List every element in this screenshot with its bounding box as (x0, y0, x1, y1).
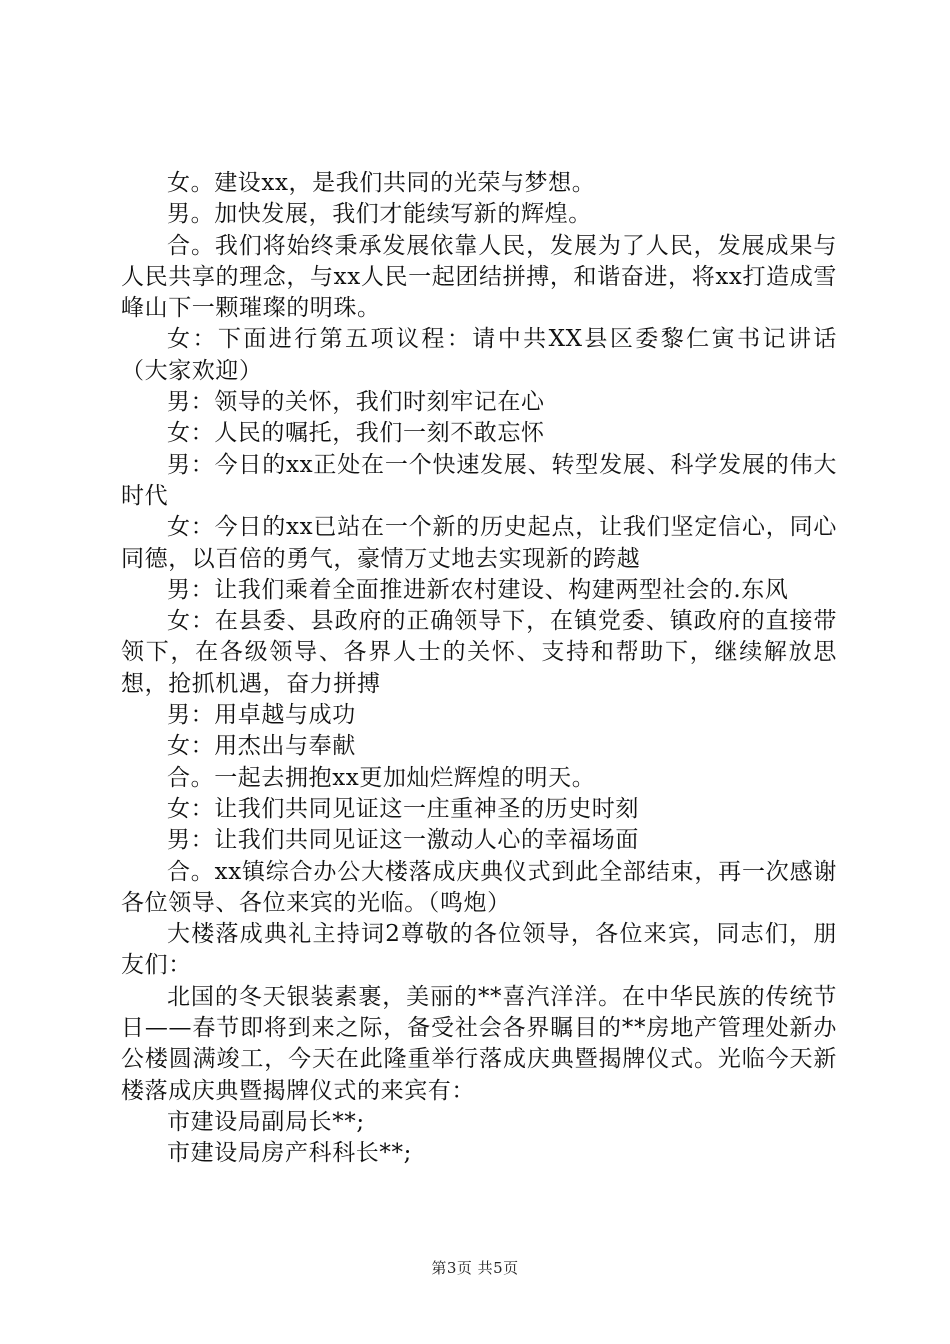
paragraph: 男：用卓越与成功 (167, 702, 356, 729)
document-body (121, 168, 837, 1170)
paragraph: 女：人民的嘱托，我们一刻不敢忘怀 (167, 420, 545, 447)
paragraph: 男：让我们乘着全面推进新农村建设、构建两型社会的.东风 (167, 576, 789, 603)
paragraph: 男：今日的xx正处在一个快速发展、转型发展、科学发展的伟大时代 (121, 451, 837, 509)
paragraph: 北国的冬天银装素裹，美丽的**喜汽洋洋。在中华民族的传统节日——春节即将到来之际，备受社会各界瞩目的**房地产管理处新办公楼圆满竣工，今天在此隆重举行落成庆典暨揭牌仪式。光临今天新楼落成庆典暨揭牌仪式的来宾有： (121, 983, 837, 1104)
paragraph: 合。我们将始终秉承发展依靠人民，发展为了人民，发展成果与人民共享的理念，与xx人民一起团结拼搏，和谐奋进，将xx打造成雪峰山下一颗璀璨的明珠。 (121, 232, 837, 322)
paragraph: 市建设局房产科科长**; (167, 1140, 412, 1167)
paragraph: 女。建设xx，是我们共同的光荣与梦想。 (167, 170, 596, 196)
paragraph: 大楼落成典礼主持词2尊敬的各位领导，各位来宾，同志们，朋友们： (121, 921, 837, 979)
page-footer (0, 1258, 950, 1278)
paragraph: 女：让我们共同见证这一庄重神圣的历史时刻 (167, 795, 639, 822)
paragraph: 男：让我们共同见证这一激动人心的幸福场面 (167, 827, 639, 854)
paragraph: 男：领导的关怀，我们时刻牢记在心 (167, 389, 545, 416)
page-number: 第3页 共5页 (431, 1259, 519, 1277)
paragraph: 合。一起去拥抱xx更加灿烂辉煌的明天。 (167, 764, 596, 791)
paragraph: 女：用杰出与奉献 (167, 733, 356, 760)
paragraph: 合。xx镇综合办公大楼落成庆典仪式到此全部结束，再一次感谢各位领导、各位来宾的光临。（鸣炮） (121, 858, 837, 916)
paragraph: 女：今日的xx已站在一个新的历史起点，让我们坚定信心，同心同德，以百倍的勇气，豪情万丈地去实现新的跨越 (121, 514, 837, 572)
paragraph: 市建设局副局长**; (167, 1108, 365, 1135)
paragraph: 女：在县委、县政府的正确领导下，在镇党委、镇政府的直接带领下，在各级领导、各界人士的关怀、支持和帮助下，继续解放思想，抢抓机遇，奋力拼搏 (121, 608, 837, 697)
paragraph: 男。加快发展，我们才能续写新的辉煌。 (167, 201, 592, 228)
paragraph: 女：下面进行第五项议程：请中共XX县区委黎仁寅书记讲话（大家欢迎） (121, 326, 837, 384)
